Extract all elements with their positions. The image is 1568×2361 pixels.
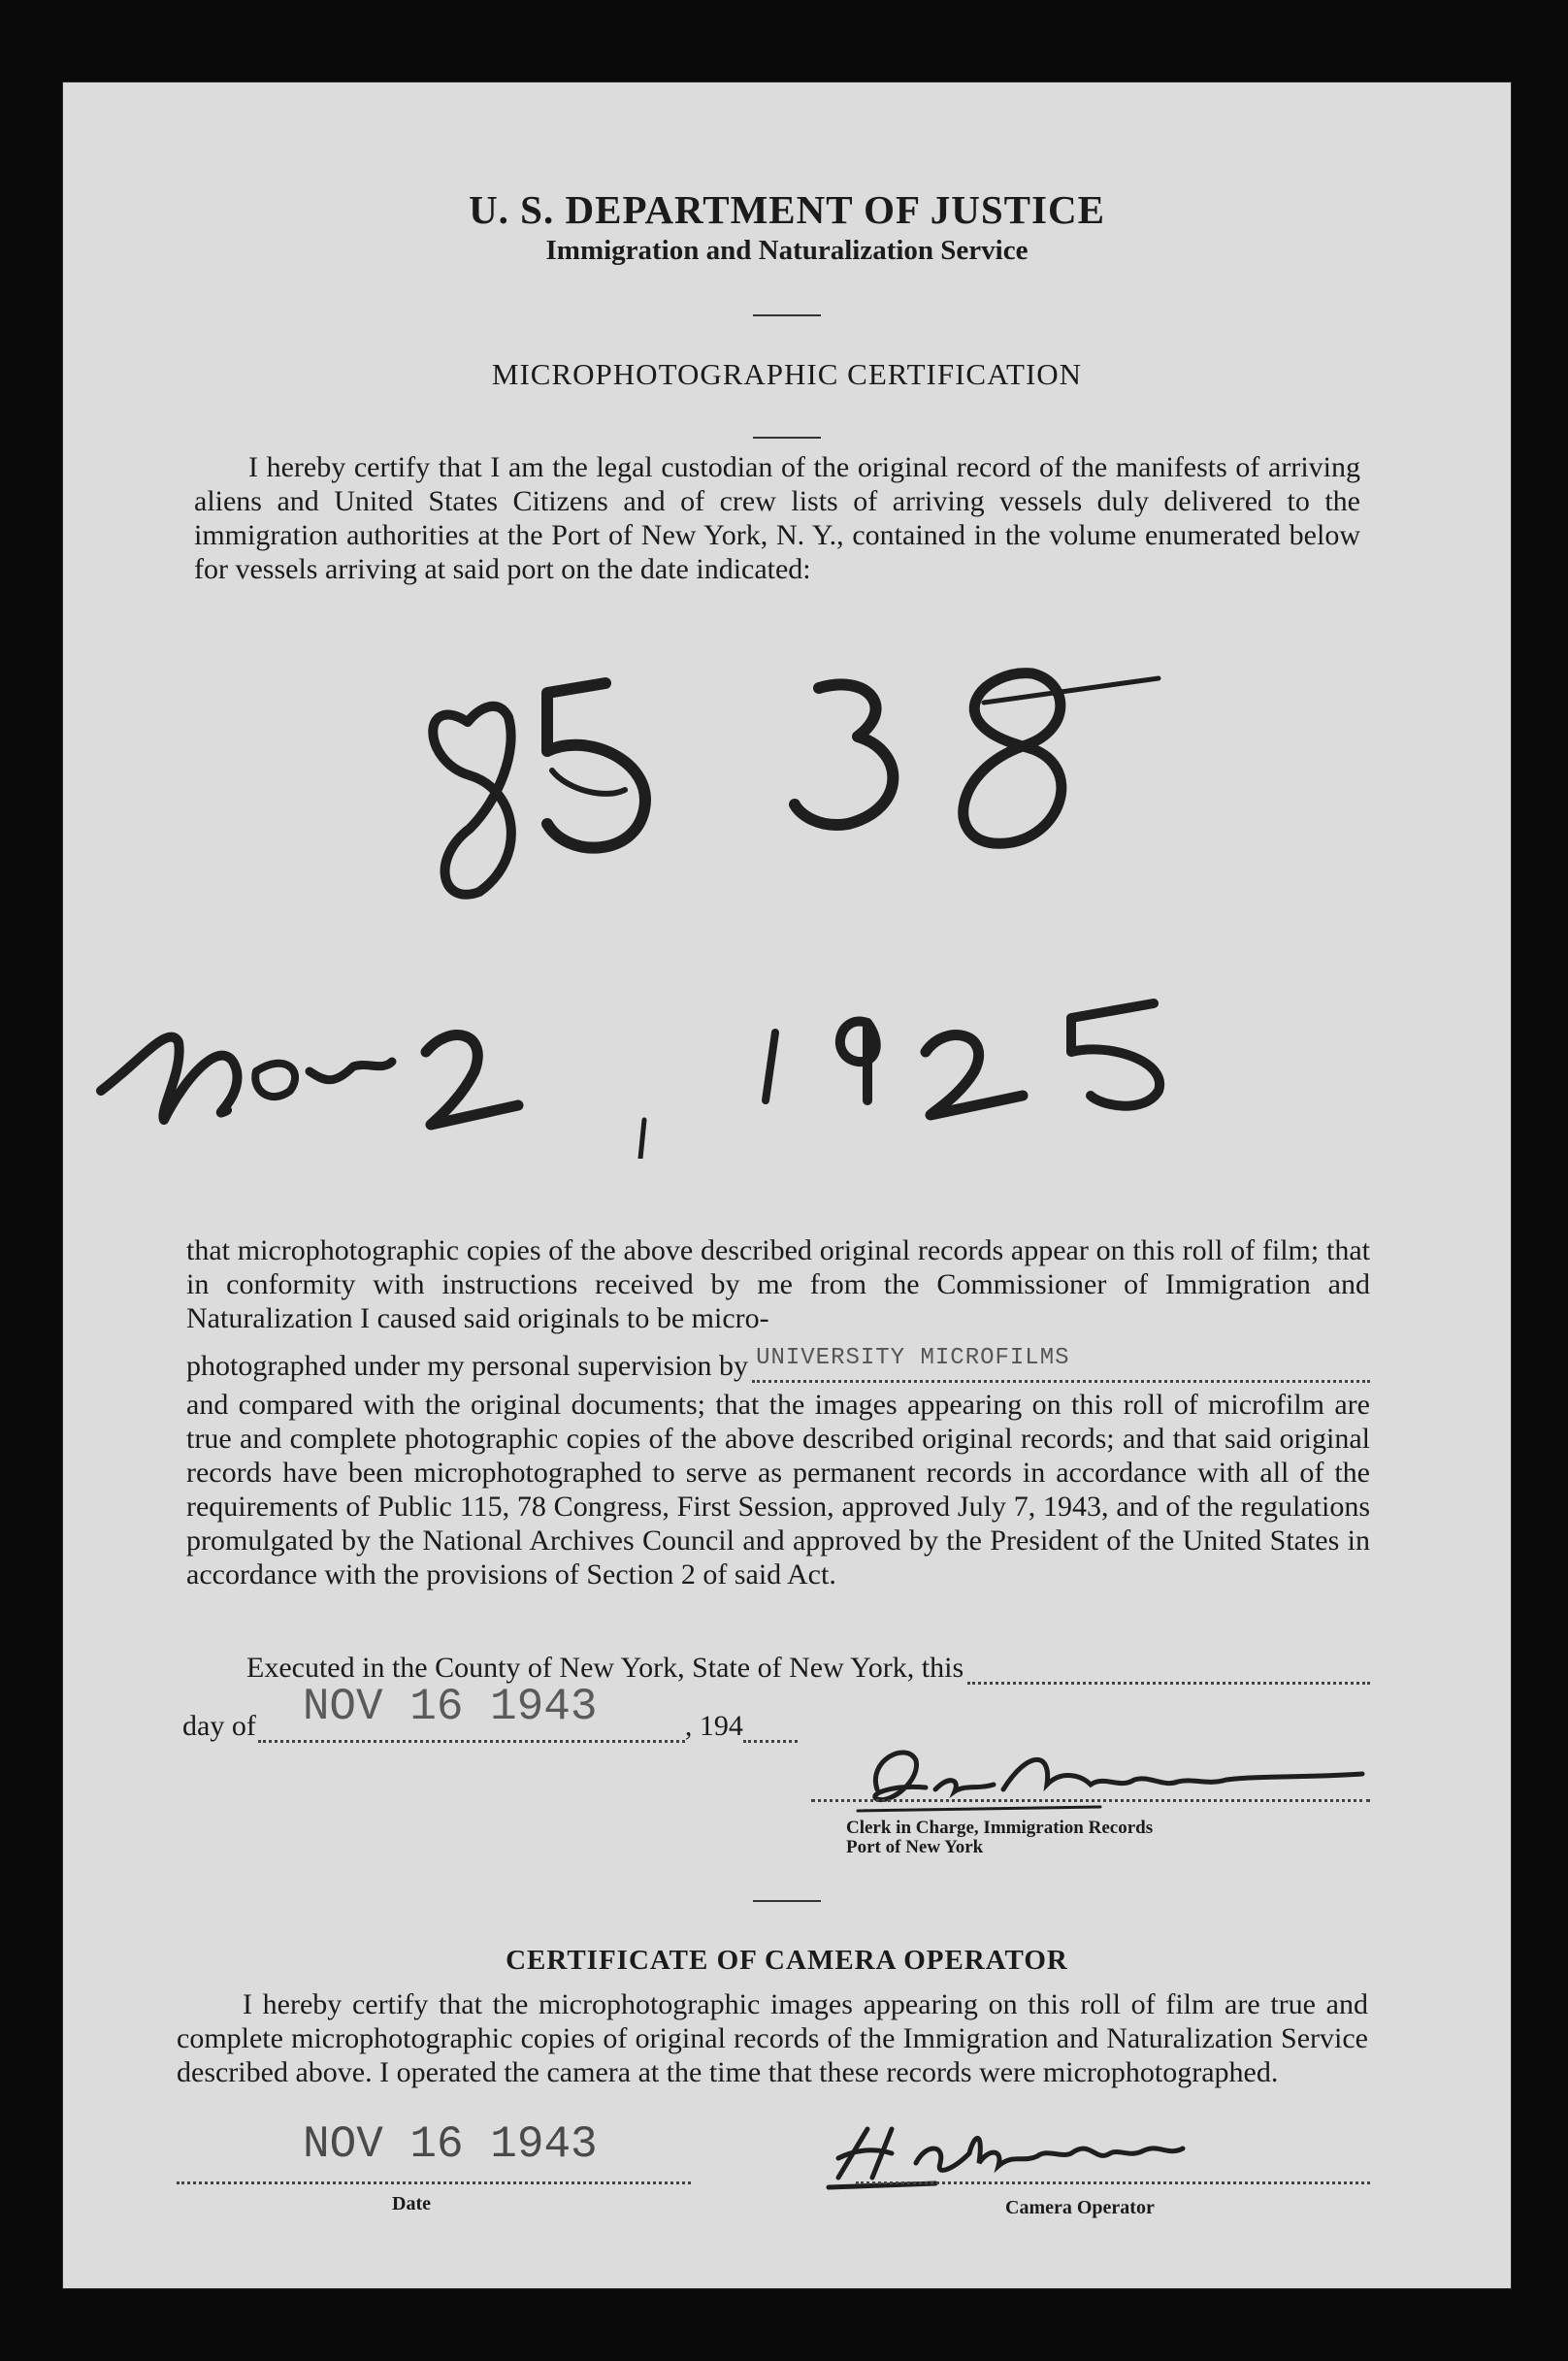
- year-blank: [743, 1719, 798, 1743]
- year-prefix: , 194: [684, 1710, 743, 1742]
- divider: [753, 314, 821, 316]
- execution-text: Executed in the County of New York, State of New York, this: [246, 1652, 964, 1684]
- clerk-title-line1: Clerk in Charge, Immigration Records: [846, 1818, 1154, 1838]
- day-of-label: day of: [182, 1710, 256, 1742]
- supervision-prefix: photographed under my personal supervision by: [186, 1350, 749, 1382]
- divider: [753, 437, 821, 439]
- day-of-blank: [258, 1682, 685, 1743]
- camera-operator-line: [856, 2172, 1370, 2184]
- clerk-title: [846, 1819, 1153, 1857]
- execution-line: [246, 1652, 1370, 1685]
- camera-date-line: [177, 2172, 691, 2184]
- execution-day-blank: [967, 1660, 1370, 1685]
- camera-date-label: Date: [392, 2193, 431, 2214]
- handwritten-volume-and-date: [62, 615, 1512, 1159]
- certification-body-part1: that microphotographic copies of the above described original records appear on this roll of film; that in conformity with instructions received by me from the Commissioner of Immigration and Naturalization I caused said originals to be micro-: [186, 1234, 1370, 1334]
- camera-certificate-paragraph: I hereby certify that the microphotographic images appearing on this roll of film are true and complete microphotographic copies of original records of the Immigration and Naturalization Service described above. I operated the camera at the time that these records were microphotographed.: [177, 1988, 1368, 2088]
- department-heading: U. S. DEPARTMENT OF JUSTICE: [469, 187, 1105, 232]
- supervision-line: [186, 1345, 1370, 1383]
- camera-certificate-title: CERTIFICATE OF CAMERA OPERATOR: [506, 1945, 1068, 1976]
- clerk-title-line2: Port of New York: [846, 1837, 984, 1857]
- camera-operator-label: Camera Operator: [1005, 2197, 1155, 2218]
- certification-body-part2: and compared with the original documents; that the images appearing on this roll of microfilm are true and complete photographic copies of the above described original records; and that said original records have been microphotographed to serve as permanent records in accordance with all of the requirements of Public 115, 78 Congress, First Session, approved July 7, 1943, and of the regulations promulgated by the National Archives Council and approved by the President of the United States in accordance with the provisions of Section 2 of said Act.: [186, 1389, 1370, 1590]
- divider: [753, 1900, 821, 1902]
- clerk-signature-line: [811, 1789, 1370, 1802]
- camera-date-stamp: NOV 16 1943: [303, 2119, 598, 2170]
- nov-16-1943-date-stamp: NOV 16 1943: [302, 1682, 598, 1732]
- university-microfilms-stamp: UNIVERSITY MICROFILMS: [756, 1345, 1070, 1371]
- service-subheading: Immigration and Naturalization Service: [545, 235, 1029, 266]
- day-of-line: [182, 1682, 798, 1743]
- certification-title: MICROPHOTOGRAPHIC CERTIFICATION: [491, 357, 1083, 391]
- supervision-blank: [752, 1345, 1370, 1383]
- intro-paragraph: I hereby certify that I am the legal custodian of the original record of the manifests of arriving aliens and United States Citizens and of crew lists of arriving vessels duly delivered to the immigration authorities at the Port of New York, N. Y., contained in the volume enumerated below for vessels arriving at said port on the date indicated:: [194, 451, 1360, 585]
- certificate-page: [62, 82, 1512, 2289]
